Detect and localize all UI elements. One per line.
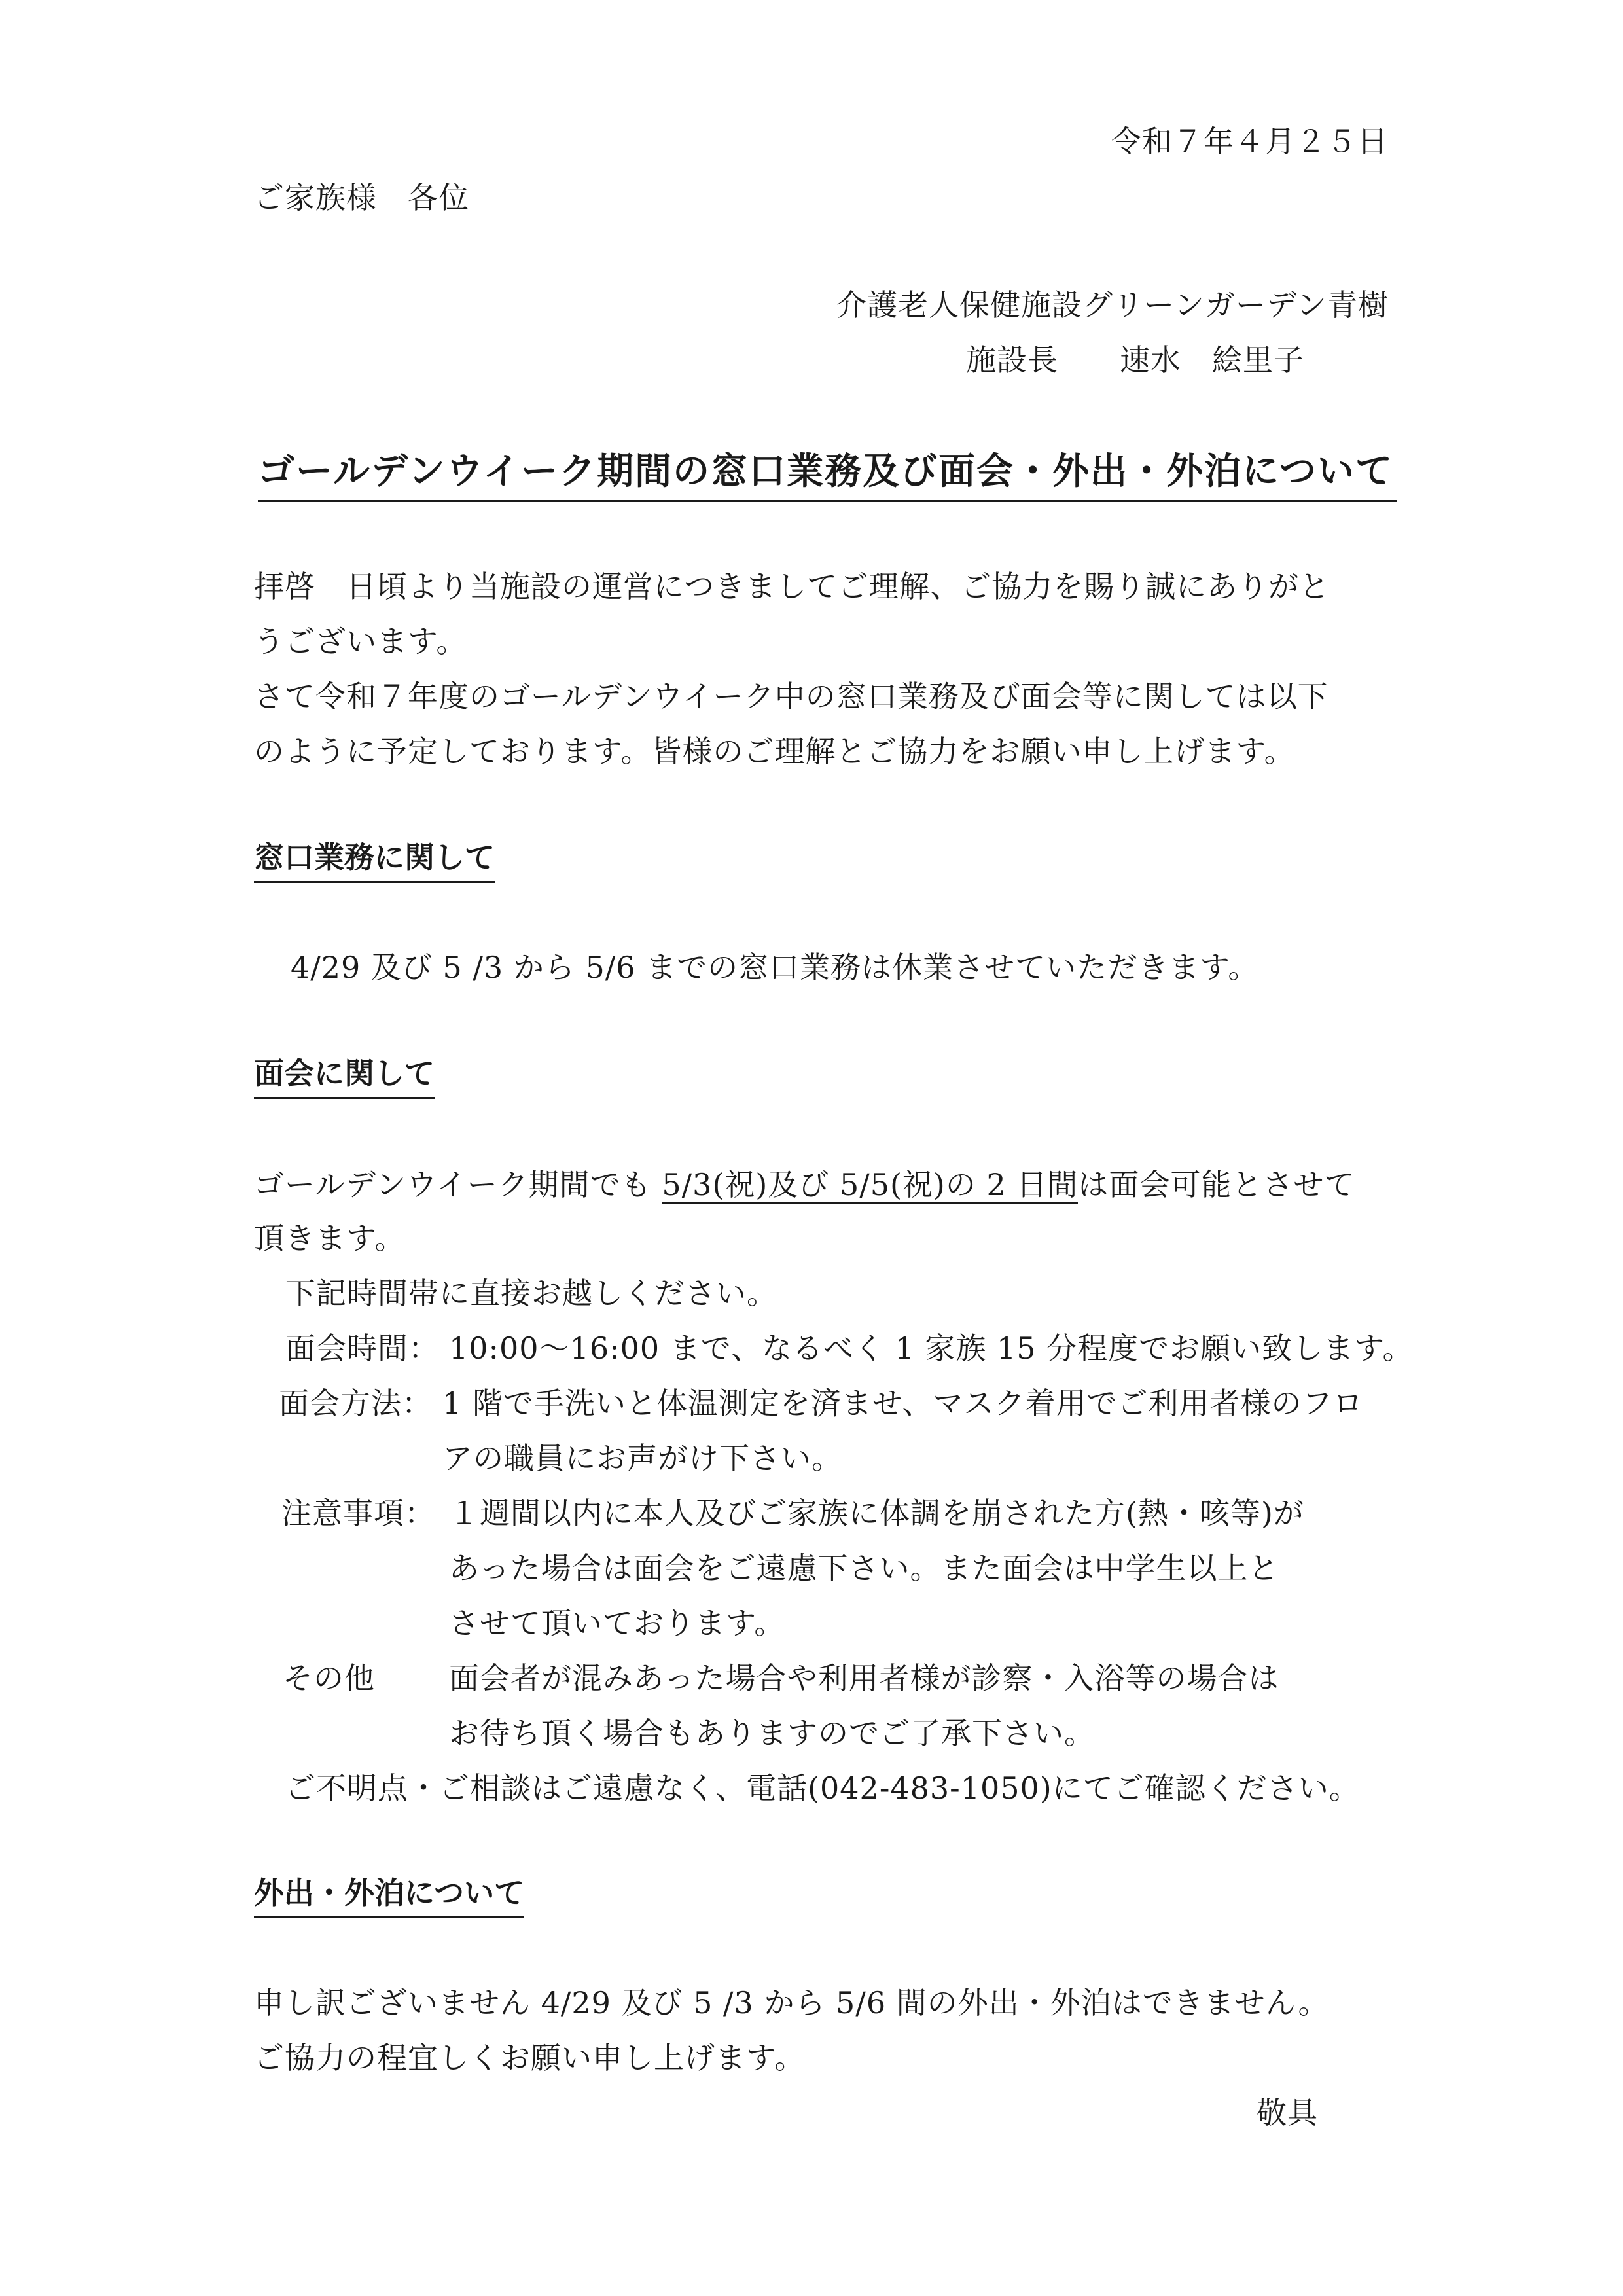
visit-method-label: 面会方法： [279,1386,433,1421]
visit-method-text-2: アの職員にお声がけ下さい。 [442,1441,842,1476]
section-heading-window: 窓口業務に関して [254,838,495,883]
visit-line-1 [254,1165,1355,1204]
section-heading-visit: 面会に関して [254,1054,435,1099]
intro-line-3: さて令和７年度のゴールデンウイーク中の窓口業務及び面会等に関しては以下 [254,679,1329,714]
facility-director: 施設長 速水 絵里子 [966,342,1304,378]
document-date: 令和７年４月２５日 [1111,124,1388,159]
intro-line-2: うございます。 [254,624,467,659]
window-service-text: 4/29 及び 5 /3 から 5/6 までの窓口業務は休業させていただきます。 [291,950,1259,985]
visit-other-text-2: お待ち頂く場合もありますのでご了承下さい。 [449,1715,1095,1751]
visit-contact: ご不明点・ご相談はご遠慮なく、電話(042-483-1050)にてご確認ください。 [285,1770,1360,1806]
visit-time-text: 10:00～16:00 まで、なるべく 1 家族 15 分程度でお願い致します。 [449,1331,1414,1366]
visit-line-3: 下記時間帯に直接お越しください。 [285,1276,777,1311]
section-heading-outing: 外出・外泊について [254,1873,524,1918]
visit-caution-label: 注意事項： [281,1496,435,1531]
intro-line-1: 拝啓 日頃より当施設の運営につきましてご理解、ご協力を賜り誠にありがと [254,569,1330,604]
intro-line-4: のように予定しております。皆様のご理解とご協力をお願い申し上げます。 [254,734,1295,769]
visit-dates-underlined: 5/3(祝)及び 5/5(祝)の 2 日間 [662,1167,1078,1204]
visit-method-text-1: 1 階で手洗いと体温測定を済ませ、マスク着用でご利用者様のフロ [442,1386,1364,1421]
visit-line-2: 頂きます。 [254,1221,406,1256]
outing-text-1: 申し訳ございません 4/29 及び 5 /3 から 5/6 間の外出・外泊はできません。 [254,1985,1329,2020]
outing-text-2: ご協力の程宜しくお願い申し上げます。 [254,2040,806,2075]
visit-line-1-pre: ゴールデンウイーク期間でも [254,1167,662,1202]
visit-line-1-post: は面会可能とさせて [1078,1167,1355,1202]
visit-caution-text-2: あった場合は面会をご遠慮下さい。また面会は中学生以上と [449,1551,1279,1586]
visit-other-label: その他 [283,1660,375,1696]
visit-caution-text-1: １週間以内に本人及びご家族に体調を崩された方(熱・咳等)が [449,1496,1304,1531]
visit-other-text-1: 面会者が混みあった場合や利用者様が診察・入浴等の場合は [449,1660,1279,1696]
visit-time-label: 面会時間： [285,1331,439,1366]
visit-caution-text-3: させて頂いております。 [449,1605,785,1641]
facility-name: 介護老人保健施設グリーンガーデン青樹 [836,287,1389,323]
closing-remark: 敬具 [1257,2095,1318,2130]
document-title: ゴールデンウイーク期間の窓口業務及び面会・外出・外泊について [258,449,1397,502]
recipient: ご家族様 各位 [254,180,469,215]
